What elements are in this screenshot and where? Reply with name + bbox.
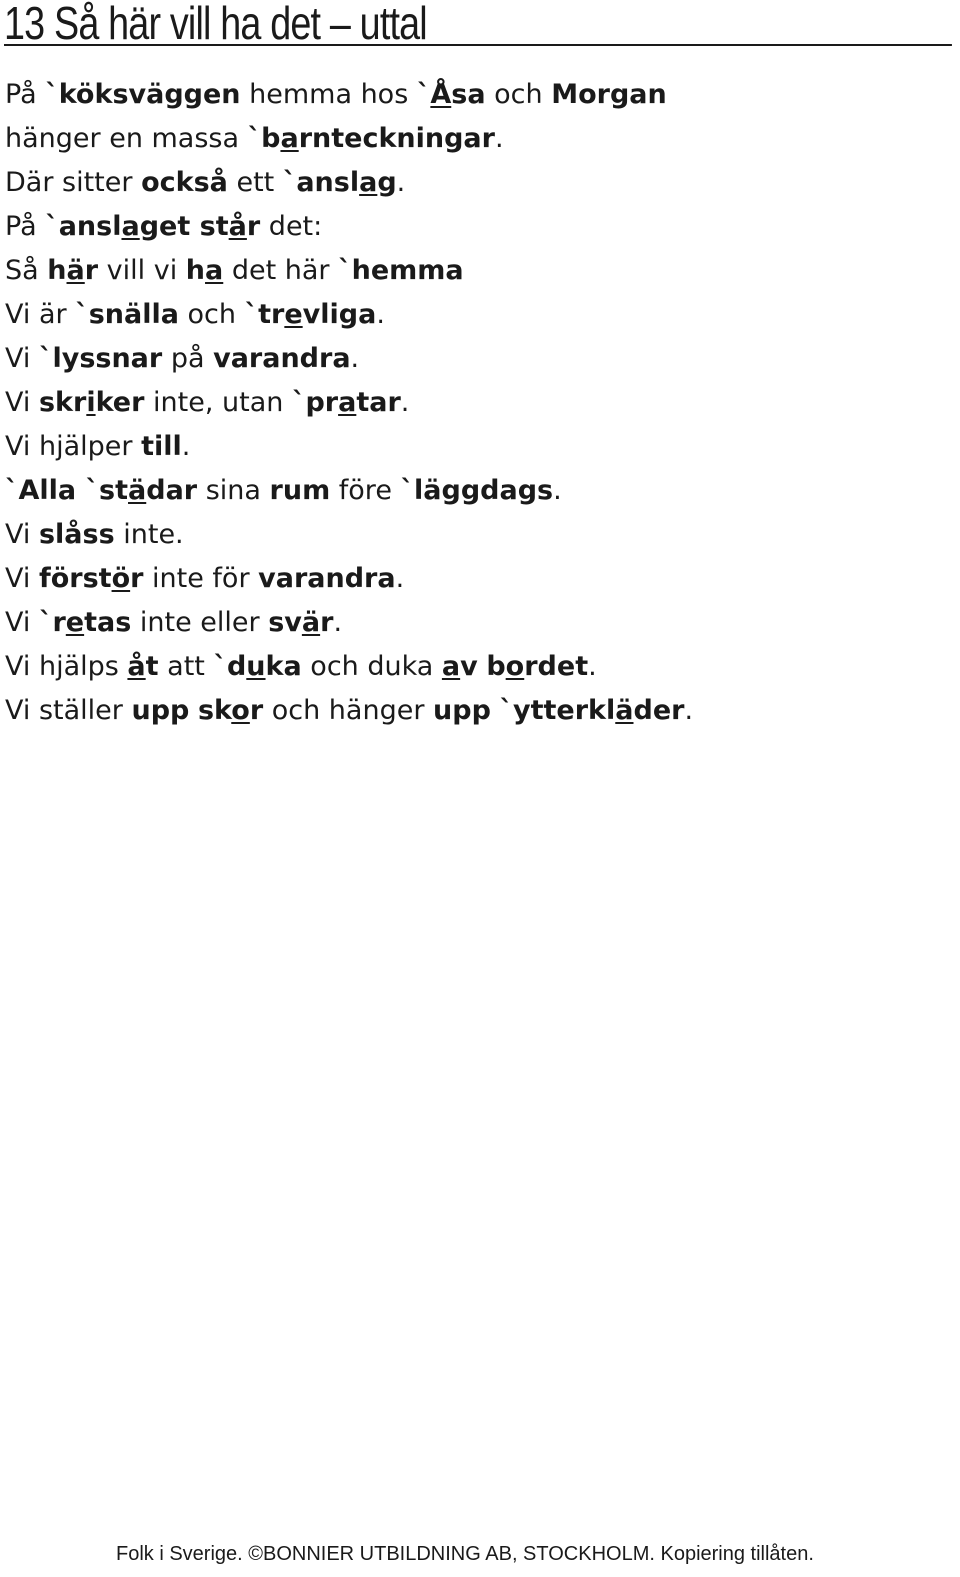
bold-word: ker	[95, 387, 145, 418]
plain-text: .	[400, 387, 410, 418]
bold-word	[338, 387, 356, 418]
bold-word: också	[141, 167, 228, 198]
stressed-vowel: a	[338, 387, 357, 418]
bold-word: `snälla	[75, 299, 179, 330]
bold-word: rnteckningar	[298, 123, 495, 154]
bold-word: `köksväggen	[45, 79, 241, 110]
stressed-vowel: ö	[111, 563, 131, 594]
plain-text: och hänger	[263, 695, 434, 726]
plain-text: På	[5, 79, 46, 110]
plain-text: .	[376, 299, 385, 330]
plain-text: hänger en massa	[5, 123, 248, 154]
stressed-vowel: o	[505, 651, 525, 682]
stressed-vowel: a	[359, 167, 378, 198]
bold-word: upp	[433, 695, 491, 726]
bold-word: r	[249, 695, 264, 726]
page-title: 13 Så här vill ha det – uttal	[4, 0, 952, 46]
text-line	[5, 689, 693, 733]
plain-text: .	[350, 343, 360, 374]
bold-word: `b	[247, 123, 281, 154]
text-line	[5, 249, 693, 293]
stressed-vowel: ä	[128, 475, 147, 506]
bold-word: `pr	[291, 387, 339, 418]
bold-word	[127, 651, 145, 682]
plain-text: Vi	[5, 519, 39, 550]
stressed-vowel: a	[441, 651, 461, 682]
text-line	[5, 557, 693, 601]
plain-text: .	[553, 475, 562, 506]
bold-word: vliga	[302, 299, 377, 330]
stressed-vowel: ä	[301, 607, 321, 638]
bold-word: sv	[268, 607, 302, 638]
plain-text: Vi hjälper	[5, 431, 142, 462]
bold-word: r	[84, 255, 99, 286]
bold-word: rdet	[524, 651, 589, 682]
bold-word: varandra	[258, 563, 396, 594]
bold-word: skr	[38, 387, 87, 418]
plain-text: och	[178, 299, 245, 330]
stressed-vowel: o	[231, 695, 250, 726]
plain-text: hemma hos	[240, 79, 417, 110]
stressed-vowel: u	[246, 651, 266, 682]
bold-word	[205, 255, 223, 286]
plain-text: .	[494, 123, 504, 154]
plain-text: Vi	[5, 387, 39, 418]
plain-text: Vi hjälps	[5, 651, 128, 682]
bold-word	[302, 607, 320, 638]
bold-word	[66, 607, 84, 638]
plain-text: det:	[260, 211, 323, 242]
bold-word: r	[320, 607, 334, 638]
plain-text: Vi ställer	[5, 695, 132, 726]
stressed-vowel: Å	[430, 79, 452, 110]
bold-word: rum	[269, 475, 331, 506]
text-line	[5, 205, 693, 249]
text-line	[5, 601, 693, 645]
bold-word: `läggdags	[400, 475, 554, 506]
bold-word: ka	[265, 651, 302, 682]
plain-text: .	[395, 563, 405, 594]
plain-text: På	[5, 211, 46, 242]
stressed-vowel: a	[280, 123, 299, 154]
stressed-vowel: ä	[66, 255, 85, 286]
copyright-footer: Folk i Sverige. ©BONNIER UTBILDNING AB, STOCKHOLM. Kopiering tillåten.	[116, 1543, 814, 1565]
bold-word	[506, 651, 525, 682]
bold-word: `Alla `st	[5, 475, 129, 506]
bold-word: `ansl	[45, 211, 122, 242]
bold-word: tar	[356, 387, 401, 418]
bold-word: `r	[38, 607, 66, 638]
bold-word	[442, 651, 460, 682]
pronunciation-text	[5, 73, 693, 733]
stressed-vowel: a	[121, 211, 140, 242]
bold-word	[284, 299, 302, 330]
text-line	[5, 161, 693, 205]
stressed-vowel: e	[284, 299, 303, 330]
plain-text: före	[330, 475, 401, 506]
bold-word: tas	[84, 607, 132, 638]
plain-text: .	[333, 607, 343, 638]
bold-word: `ansl	[282, 167, 360, 198]
bold-word	[121, 211, 139, 242]
plain-text	[491, 695, 500, 726]
plain-text: Så	[5, 255, 48, 286]
plain-text: Vi är	[5, 299, 76, 330]
plain-text	[189, 695, 198, 726]
bold-word	[67, 255, 85, 286]
bold-word: get st	[139, 211, 229, 242]
bold-word: r	[246, 211, 261, 242]
plain-text: på	[162, 343, 214, 374]
bold-word: `hemma	[338, 255, 464, 286]
text-line	[5, 381, 693, 425]
plain-text: .	[181, 431, 191, 462]
plain-text: .	[588, 651, 597, 682]
plain-text: .	[684, 695, 694, 726]
text-line	[5, 645, 693, 689]
bold-word: Morgan	[551, 79, 667, 110]
plain-text: Där sitter	[5, 167, 142, 198]
bold-word: varandra	[213, 343, 351, 374]
bold-word: `tr	[244, 299, 285, 330]
bold-word	[430, 79, 451, 110]
bold-word	[86, 387, 95, 418]
plain-text: det här	[223, 255, 339, 286]
bold-word: `	[416, 79, 431, 110]
bold-word: v	[460, 651, 478, 682]
bold-word: r	[130, 563, 144, 594]
plain-text: inte.	[114, 519, 184, 550]
bold-word: slåss	[38, 519, 115, 550]
stressed-vowel: å	[127, 651, 146, 682]
bold-word	[280, 123, 298, 154]
plain-text: Vi	[5, 563, 39, 594]
plain-text: inte, utan	[144, 387, 292, 418]
bold-word	[615, 695, 633, 726]
bold-word	[231, 695, 250, 726]
plain-text: Vi	[5, 343, 39, 374]
bold-word	[246, 651, 265, 682]
plain-text: att	[158, 651, 214, 682]
plain-text: inte för	[143, 563, 259, 594]
bold-word: `ytterkl	[499, 695, 616, 726]
bold-word: först	[38, 563, 112, 594]
text-line	[5, 117, 693, 161]
bold-word: t	[145, 651, 159, 682]
plain-text: och duka	[301, 651, 442, 682]
bold-word: `d	[213, 651, 247, 682]
plain-text: .	[396, 167, 406, 198]
text-line	[5, 73, 693, 117]
text-line	[5, 337, 693, 381]
bold-word: h	[185, 255, 206, 286]
bold-word	[112, 563, 131, 594]
bold-word: sk	[197, 695, 232, 726]
bold-word: b	[486, 651, 506, 682]
stressed-vowel: i	[86, 387, 96, 418]
text-line	[5, 425, 693, 469]
bold-word: `lyssnar	[38, 343, 163, 374]
text-line	[5, 293, 693, 337]
text-line	[5, 469, 693, 513]
bold-word: till	[141, 431, 182, 462]
bold-word: h	[47, 255, 67, 286]
plain-text: inte eller	[131, 607, 269, 638]
plain-text: vill vi	[98, 255, 186, 286]
bold-word: dar	[146, 475, 198, 506]
bold-word: sa	[451, 79, 486, 110]
plain-text: Vi	[5, 607, 39, 638]
plain-text: ett	[227, 167, 283, 198]
bold-word: g	[377, 167, 397, 198]
bold-word: der	[633, 695, 685, 726]
stressed-vowel: a	[205, 255, 224, 286]
bold-word	[229, 211, 247, 242]
plain-text: sina	[197, 475, 270, 506]
text-line	[5, 513, 693, 557]
stressed-vowel: å	[228, 211, 247, 242]
plain-text: och	[485, 79, 552, 110]
bold-word	[359, 167, 377, 198]
bold-word: upp	[131, 695, 190, 726]
bold-word	[128, 475, 146, 506]
stressed-vowel: ä	[615, 695, 634, 726]
stressed-vowel: e	[65, 607, 85, 638]
